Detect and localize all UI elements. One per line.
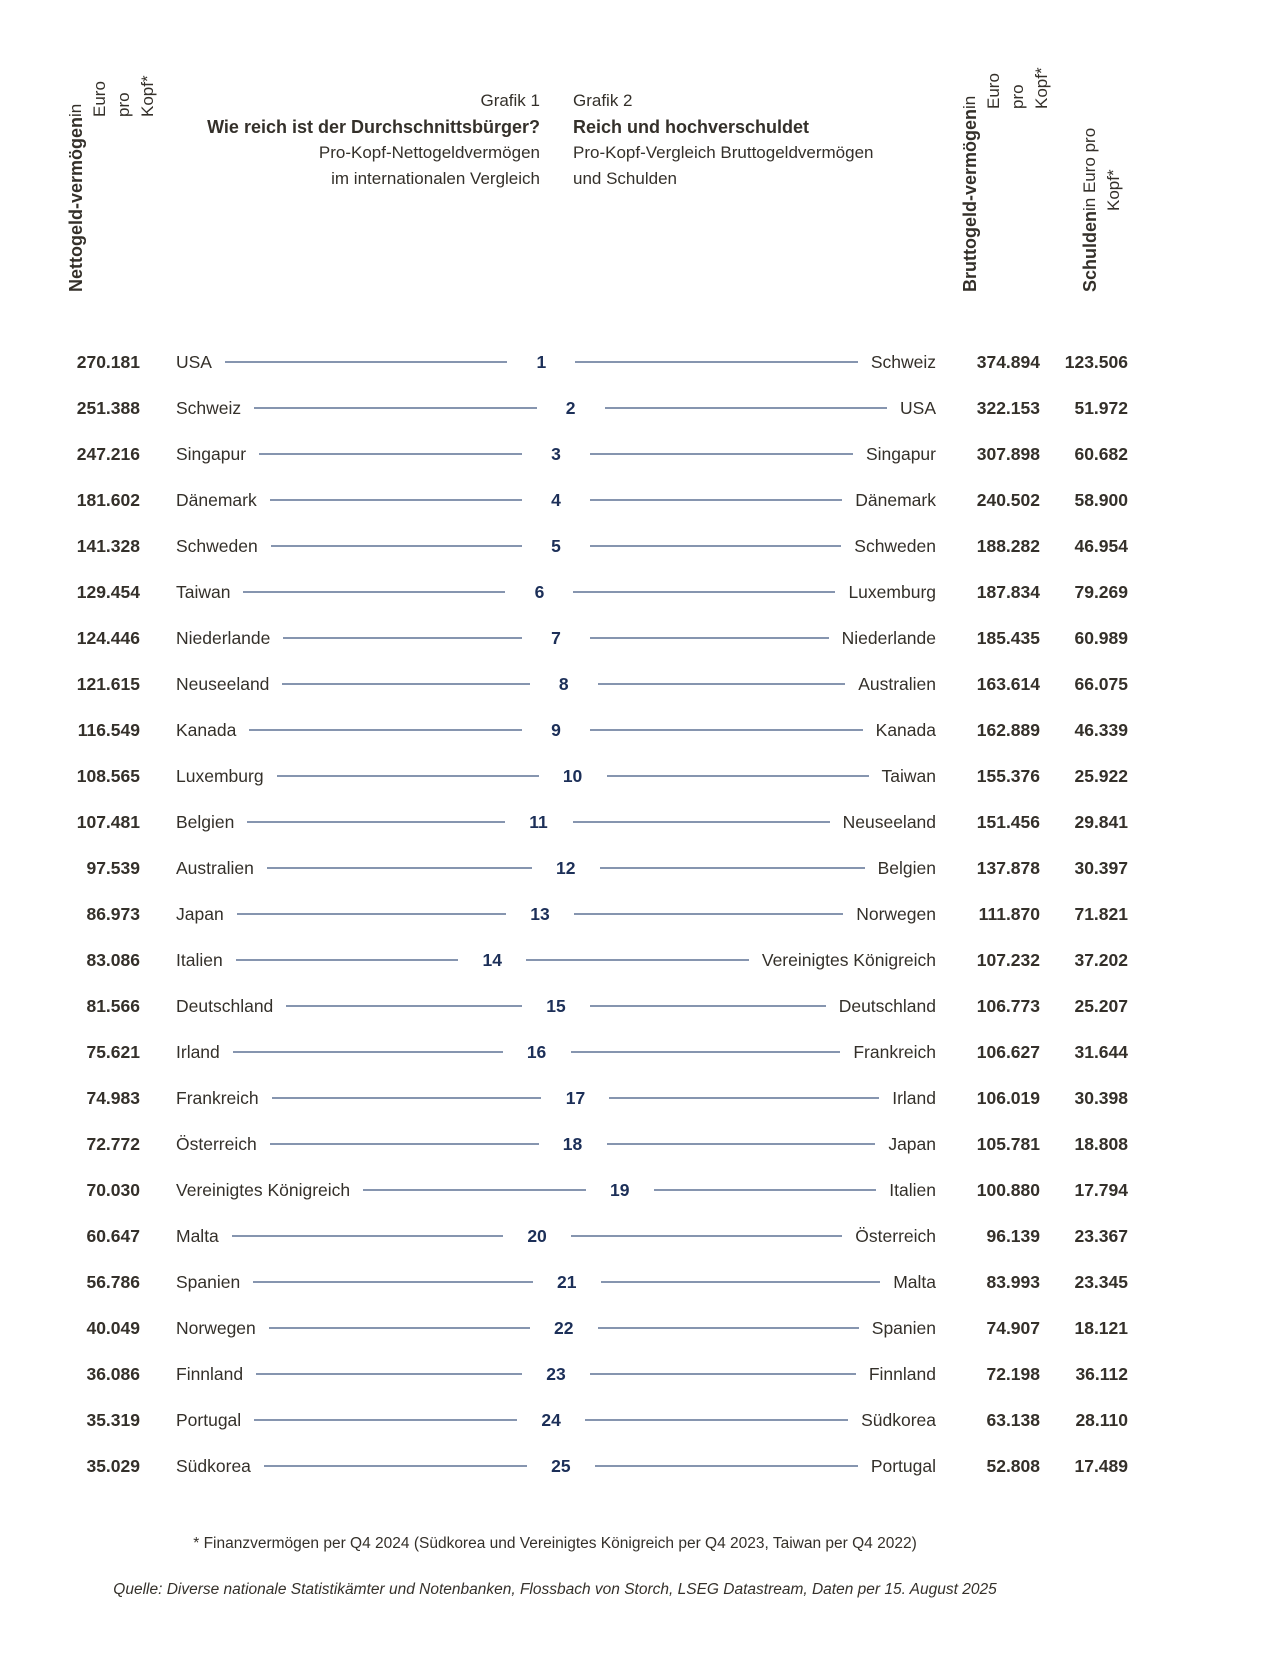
net-value: 97.539 bbox=[86, 857, 140, 878]
table-row bbox=[0, 1259, 1280, 1305]
rank-number: 12 bbox=[555, 857, 576, 878]
grafik2-subtitle-line2: und Schulden bbox=[573, 169, 677, 188]
net-value: 86.973 bbox=[86, 903, 140, 924]
grafik1-subtitle-line1: Pro-Kopf-Nettogeldvermögen bbox=[318, 143, 540, 162]
table-row bbox=[0, 1029, 1280, 1075]
debt-value: 28.110 bbox=[1075, 1409, 1129, 1430]
table-row bbox=[0, 1397, 1280, 1443]
leader-line-left bbox=[236, 959, 459, 961]
rank-number: 5 bbox=[551, 535, 561, 556]
net-country-label: Vereinigtes Königreich bbox=[176, 1179, 351, 1200]
gross-country-label: Singapur bbox=[865, 443, 936, 464]
table-row bbox=[0, 983, 1280, 1029]
rank-number: 20 bbox=[527, 1225, 547, 1246]
rank-number: 18 bbox=[562, 1133, 583, 1154]
gross-value: 111.870 bbox=[978, 903, 1040, 924]
leader-line-right bbox=[607, 775, 869, 777]
rank-number: 23 bbox=[546, 1363, 566, 1384]
rank-number: 22 bbox=[554, 1317, 574, 1338]
table-row bbox=[0, 845, 1280, 891]
table-row bbox=[0, 385, 1280, 431]
gross-value: 74.907 bbox=[986, 1317, 1041, 1338]
gross-country-label: Niederlande bbox=[841, 627, 936, 648]
leader-line-left bbox=[253, 1281, 532, 1283]
gross-country-label: Kanada bbox=[875, 719, 936, 740]
axis-label-nettogeldvermoegen bbox=[64, 75, 160, 292]
gross-country-label: Südkorea bbox=[861, 1409, 937, 1430]
table-row bbox=[0, 937, 1280, 983]
net-value: 83.086 bbox=[86, 949, 140, 970]
net-country-label: Südkorea bbox=[176, 1455, 251, 1476]
table-row bbox=[0, 1167, 1280, 1213]
axis-label-schulden bbox=[1078, 127, 1126, 292]
leader-line-right bbox=[595, 1465, 858, 1467]
leader-line-left bbox=[254, 407, 536, 409]
debt-value: 37.202 bbox=[1074, 949, 1128, 970]
gross-country-label: Österreich bbox=[855, 1225, 937, 1246]
leader-line-left bbox=[270, 1143, 539, 1145]
rank-number: 16 bbox=[526, 1041, 547, 1062]
net-value: 75.621 bbox=[86, 1041, 140, 1062]
net-country-label: Frankreich bbox=[176, 1087, 259, 1108]
leader-line-left bbox=[259, 453, 522, 455]
net-value: 181.602 bbox=[76, 489, 140, 510]
net-country-label: Deutschland bbox=[176, 995, 274, 1016]
leader-line-right bbox=[590, 545, 841, 547]
table-row bbox=[0, 1305, 1280, 1351]
grafik1-subtitle-line2: im internationalen Vergleich bbox=[331, 169, 540, 188]
leader-line-left bbox=[283, 637, 522, 639]
debt-value: 66.075 bbox=[1074, 673, 1129, 694]
gross-country-label: Norwegen bbox=[856, 903, 936, 924]
axis-gross-title-line1: Bruttogeld- bbox=[960, 195, 980, 292]
leader-line-left bbox=[249, 729, 522, 731]
axis-gross-unit: in Euro pro Kopf* bbox=[960, 67, 1051, 109]
gross-country-label: Neuseeland bbox=[842, 811, 937, 832]
rank-number: 1 bbox=[536, 351, 547, 372]
net-country-label: Spanien bbox=[176, 1271, 241, 1292]
gross-country-label: Japan bbox=[888, 1133, 936, 1154]
leader-line-right bbox=[654, 1189, 877, 1191]
net-country-label: Finnland bbox=[176, 1363, 244, 1384]
table-row bbox=[0, 1213, 1280, 1259]
net-country-label: Belgien bbox=[176, 811, 235, 832]
axis-label-bruttogeldvermoegen bbox=[958, 67, 1054, 292]
gross-value: 106.627 bbox=[976, 1041, 1041, 1062]
leader-line-right bbox=[590, 1373, 856, 1375]
net-value: 141.328 bbox=[76, 535, 140, 556]
leader-line-left bbox=[256, 1373, 522, 1375]
table-row bbox=[0, 1351, 1280, 1397]
leader-line-left bbox=[225, 361, 507, 363]
rank-number: 14 bbox=[482, 949, 503, 970]
gross-value: 162.889 bbox=[976, 719, 1040, 740]
gross-value: 240.502 bbox=[976, 489, 1040, 510]
rank-number: 15 bbox=[546, 995, 566, 1016]
gross-value: 187.834 bbox=[976, 581, 1041, 602]
gross-value: 151.456 bbox=[976, 811, 1041, 832]
table-row bbox=[0, 1443, 1280, 1489]
net-value: 124.446 bbox=[76, 627, 140, 648]
gross-country-label: Finnland bbox=[868, 1363, 936, 1384]
gross-value: 322.153 bbox=[976, 397, 1040, 418]
debt-value: 18.121 bbox=[1074, 1317, 1129, 1338]
net-country-label: Malta bbox=[176, 1225, 219, 1246]
ranking-rows bbox=[0, 339, 1280, 1489]
net-value: 121.615 bbox=[76, 673, 140, 694]
gross-country-label: Australien bbox=[858, 673, 937, 694]
debt-value: 23.345 bbox=[1074, 1271, 1128, 1292]
gross-value: 137.878 bbox=[976, 857, 1040, 878]
gross-value: 185.435 bbox=[976, 627, 1040, 648]
table-row bbox=[0, 339, 1280, 385]
net-value: 72.772 bbox=[86, 1133, 140, 1154]
gross-country-label: USA bbox=[900, 397, 936, 418]
gross-value: 163.614 bbox=[976, 673, 1041, 694]
net-country-label: Italien bbox=[176, 949, 223, 970]
table-row bbox=[0, 431, 1280, 477]
table-row bbox=[0, 661, 1280, 707]
grafik2-title-block bbox=[573, 88, 993, 192]
leader-line-right bbox=[574, 913, 843, 915]
gross-country-label: Dänemark bbox=[855, 489, 936, 510]
rank-number: 25 bbox=[551, 1455, 571, 1476]
gross-country-label: Luxemburg bbox=[848, 581, 937, 602]
net-country-label: Taiwan bbox=[176, 581, 231, 602]
net-value: 36.086 bbox=[86, 1363, 140, 1384]
leader-line-right bbox=[571, 1051, 841, 1053]
grafik2-label: Grafik 2 bbox=[573, 91, 633, 110]
rank-number: 11 bbox=[529, 811, 548, 832]
leader-line-right bbox=[590, 499, 842, 501]
net-country-label: Schweiz bbox=[176, 397, 242, 418]
leader-line-left bbox=[232, 1235, 503, 1237]
leader-line-right bbox=[590, 729, 863, 731]
gross-value: 188.282 bbox=[976, 535, 1040, 556]
leader-line-right bbox=[598, 1327, 859, 1329]
net-value: 40.049 bbox=[86, 1317, 140, 1338]
gross-country-label: Schweden bbox=[854, 535, 936, 556]
table-row bbox=[0, 477, 1280, 523]
rank-number: 8 bbox=[558, 673, 569, 694]
net-value: 108.565 bbox=[76, 765, 140, 786]
debt-value: 60.682 bbox=[1074, 443, 1128, 464]
debt-value: 46.339 bbox=[1074, 719, 1128, 740]
leader-line-left bbox=[267, 867, 532, 869]
rank-number: 9 bbox=[551, 719, 561, 740]
leader-line-right bbox=[598, 683, 845, 685]
leader-line-left bbox=[271, 545, 522, 547]
leader-line-right bbox=[575, 361, 857, 363]
table-row bbox=[0, 707, 1280, 753]
leader-line-left bbox=[270, 499, 522, 501]
gross-value: 105.781 bbox=[976, 1133, 1040, 1154]
debt-value: 71.821 bbox=[1074, 903, 1128, 924]
net-value: 107.481 bbox=[76, 811, 140, 832]
debt-value: 29.841 bbox=[1074, 811, 1129, 832]
net-value: 270.181 bbox=[76, 351, 140, 372]
gross-value: 374.894 bbox=[976, 351, 1040, 372]
debt-value: 123.506 bbox=[1064, 351, 1128, 372]
leader-line-right bbox=[607, 1143, 876, 1145]
net-country-label: Singapur bbox=[176, 443, 247, 464]
gross-value: 83.993 bbox=[986, 1271, 1040, 1292]
net-country-label: Dänemark bbox=[176, 489, 257, 510]
leader-line-left bbox=[254, 1419, 517, 1421]
debt-value: 79.269 bbox=[1074, 581, 1129, 602]
leader-line-left bbox=[282, 683, 529, 685]
net-country-label: Irland bbox=[176, 1041, 220, 1062]
gross-value: 72.198 bbox=[986, 1363, 1040, 1384]
gross-country-label: Schweiz bbox=[870, 351, 936, 372]
gross-value: 63.138 bbox=[986, 1409, 1041, 1430]
net-country-label: Neuseeland bbox=[176, 673, 270, 694]
grafik1-label: Grafik 1 bbox=[480, 91, 540, 110]
table-row bbox=[0, 523, 1280, 569]
rank-number: 13 bbox=[530, 903, 550, 924]
rank-number: 10 bbox=[562, 765, 583, 786]
debt-value: 18.808 bbox=[1074, 1133, 1128, 1154]
gross-country-label: Frankreich bbox=[853, 1041, 937, 1062]
rank-number: 6 bbox=[534, 581, 545, 602]
gross-country-label: Taiwan bbox=[881, 765, 937, 786]
debt-value: 58.900 bbox=[1074, 489, 1128, 510]
gross-value: 106.019 bbox=[976, 1087, 1041, 1108]
table-row bbox=[0, 1121, 1280, 1167]
debt-value: 31.644 bbox=[1074, 1041, 1129, 1062]
leader-line-right bbox=[571, 1235, 842, 1237]
leader-line-left bbox=[264, 1465, 527, 1467]
debt-value: 17.794 bbox=[1074, 1179, 1128, 1200]
gross-country-label: Malta bbox=[893, 1271, 936, 1292]
net-country-label: Portugal bbox=[176, 1409, 242, 1430]
leader-line-left bbox=[233, 1051, 503, 1053]
leader-line-right bbox=[590, 637, 829, 639]
debt-value: 46.954 bbox=[1074, 535, 1128, 556]
gross-value: 307.898 bbox=[976, 443, 1040, 464]
net-value: 35.319 bbox=[86, 1409, 140, 1430]
gross-country-label: Portugal bbox=[870, 1455, 937, 1476]
axis-gross-title-line2: vermögen bbox=[960, 108, 980, 196]
debt-value: 25.922 bbox=[1074, 765, 1129, 786]
axis-net-title-line2: vermögen bbox=[66, 116, 86, 203]
leader-line-left bbox=[272, 1097, 542, 1099]
chart-header bbox=[0, 0, 1280, 339]
net-country-label: Österreich bbox=[176, 1133, 257, 1154]
rank-number: 21 bbox=[556, 1271, 577, 1292]
rank-number: 19 bbox=[609, 1179, 630, 1200]
leader-line-left bbox=[363, 1189, 586, 1191]
debt-value: 60.989 bbox=[1074, 627, 1128, 648]
net-value: 35.029 bbox=[86, 1455, 140, 1476]
gross-value: 107.232 bbox=[976, 949, 1040, 970]
rank-number: 4 bbox=[551, 489, 561, 510]
leader-line-left bbox=[269, 1327, 530, 1329]
axis-debt-unit: in Euro pro Kopf* bbox=[1080, 127, 1123, 211]
gross-country-label: Deutschland bbox=[838, 995, 936, 1016]
rank-number: 24 bbox=[541, 1409, 561, 1430]
leader-line-left bbox=[286, 1005, 522, 1007]
axis-net-unit: in Euro pro Kopf* bbox=[66, 75, 157, 117]
gross-country-label: Spanien bbox=[871, 1317, 937, 1338]
net-country-label: Schweden bbox=[176, 535, 258, 556]
table-row bbox=[0, 753, 1280, 799]
net-value: 251.388 bbox=[76, 397, 140, 418]
gross-country-label: Vereinigtes Königreich bbox=[761, 949, 936, 970]
debt-value: 17.489 bbox=[1074, 1455, 1129, 1476]
debt-value: 23.367 bbox=[1074, 1225, 1129, 1246]
leader-line-right bbox=[590, 453, 853, 455]
net-country-label: Niederlande bbox=[176, 627, 271, 648]
leader-line-right bbox=[573, 821, 830, 823]
table-row bbox=[0, 569, 1280, 615]
rank-number: 17 bbox=[565, 1087, 586, 1108]
debt-value: 30.397 bbox=[1074, 857, 1128, 878]
gross-value: 106.773 bbox=[976, 995, 1040, 1016]
net-value: 56.786 bbox=[86, 1271, 140, 1292]
gross-value: 96.139 bbox=[986, 1225, 1041, 1246]
rank-number: 7 bbox=[551, 627, 561, 648]
leader-line-left bbox=[237, 913, 506, 915]
net-country-label: USA bbox=[176, 351, 212, 372]
table-row bbox=[0, 799, 1280, 845]
axis-net-title-line1: Nettogeld- bbox=[66, 203, 86, 292]
net-country-label: Norwegen bbox=[176, 1317, 256, 1338]
table-row bbox=[0, 615, 1280, 661]
gross-value: 52.808 bbox=[986, 1455, 1041, 1476]
gross-country-label: Italien bbox=[889, 1179, 936, 1200]
net-country-label: Luxemburg bbox=[176, 765, 264, 786]
gross-country-label: Belgien bbox=[877, 857, 936, 878]
net-value: 81.566 bbox=[86, 995, 140, 1016]
net-value: 60.647 bbox=[86, 1225, 140, 1246]
leader-line-right bbox=[609, 1097, 879, 1099]
leader-line-left bbox=[243, 591, 505, 593]
leader-line-right bbox=[590, 1005, 826, 1007]
footnote: * Finanzvermögen per Q4 2024 (Südkorea und Vereinigtes Königreich per Q4 2023, Taiwan per Q4 2022) bbox=[193, 1535, 917, 1552]
leader-line-right bbox=[600, 867, 865, 869]
net-value: 70.030 bbox=[86, 1179, 140, 1200]
rank-number: 2 bbox=[565, 397, 576, 418]
net-value: 129.454 bbox=[76, 581, 140, 602]
table-row bbox=[0, 1075, 1280, 1121]
axis-debt-title-line1: Schulden bbox=[1080, 210, 1100, 292]
gross-country-label: Irland bbox=[892, 1087, 937, 1108]
gross-value: 100.880 bbox=[976, 1179, 1040, 1200]
leader-line-right bbox=[605, 407, 887, 409]
source-line: Quelle: Diverse nationale Statistikämter und Notenbanken, Flossbach von Storch, LSEG Datastream, Daten per 15. August 2025 bbox=[113, 1581, 997, 1598]
net-value: 74.983 bbox=[86, 1087, 140, 1108]
net-country-label: Australien bbox=[176, 857, 254, 878]
leader-line-left bbox=[277, 775, 539, 777]
gross-value: 155.376 bbox=[976, 765, 1041, 786]
debt-value: 30.398 bbox=[1074, 1087, 1129, 1108]
leader-line-right bbox=[573, 591, 835, 593]
debt-value: 25.207 bbox=[1074, 995, 1128, 1016]
leader-line-right bbox=[526, 959, 749, 961]
debt-value: 51.972 bbox=[1074, 397, 1128, 418]
grafik2-title: Reich und hochverschuldet bbox=[573, 117, 810, 137]
leader-line-left bbox=[247, 821, 504, 823]
net-country-label: Kanada bbox=[176, 719, 237, 740]
rank-number: 3 bbox=[551, 443, 561, 464]
net-value: 247.216 bbox=[76, 443, 140, 464]
grafik2-subtitle-line1: Pro-Kopf-Vergleich Bruttogeldvermögen bbox=[573, 143, 874, 162]
net-country-label: Japan bbox=[176, 903, 224, 924]
net-value: 116.549 bbox=[77, 719, 140, 740]
grafik1-title: Wie reich ist der Durchschnittsbürger? bbox=[207, 117, 540, 137]
debt-value: 36.112 bbox=[1075, 1363, 1128, 1384]
table-row bbox=[0, 891, 1280, 937]
leader-line-right bbox=[601, 1281, 880, 1283]
leader-line-right bbox=[585, 1419, 848, 1421]
